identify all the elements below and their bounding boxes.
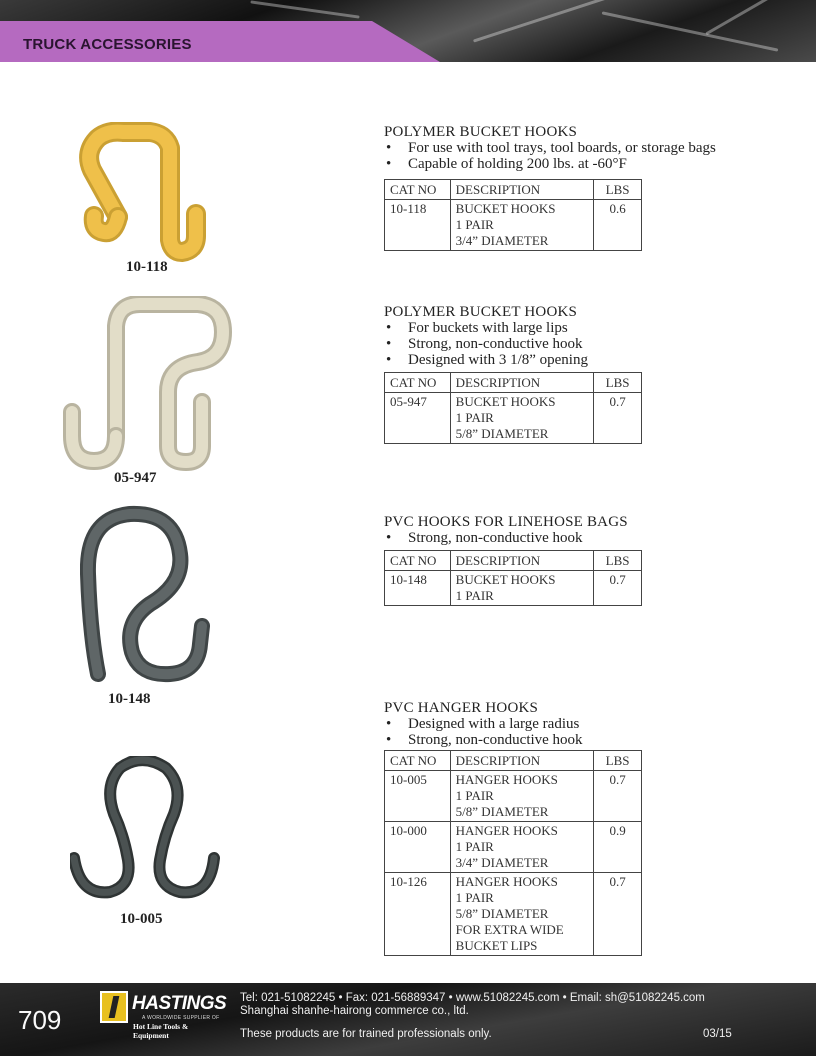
feature-item: • Capable of holding 200 lbs. at -60°F: [384, 156, 744, 172]
dark-hanger-hook-icon: [70, 756, 220, 906]
company-line: Shanghai shanhe-hairong commerce co., ltd.: [240, 1005, 469, 1017]
col-description: DESCRIPTION: [450, 180, 593, 200]
product-title: PVC HOOKS FOR LINEHOSE BAGS: [384, 514, 628, 530]
table-row: [385, 873, 642, 956]
feature-item: • Designed with 3 1/8” opening: [384, 352, 744, 368]
cell-lbs: 0.7: [594, 873, 642, 956]
cell-description: HANGER HOOKS 1 PAIR 5/8” DIAMETER FOR EXTRA WIDE BUCKET LIPS: [450, 873, 593, 956]
cell-description: BUCKET HOOKS 1 PAIR: [450, 571, 593, 606]
section-title: TRUCK ACCESSORIES: [23, 36, 192, 53]
cell-description: BUCKET HOOKS 1 PAIR 3/4” DIAMETER: [450, 200, 593, 251]
col-cat-no: CAT NO: [385, 373, 451, 393]
feature-list: [384, 320, 744, 368]
page-header: [0, 0, 816, 62]
col-cat-no: CAT NO: [385, 751, 451, 771]
table-row: [385, 822, 642, 873]
product-title: POLYMER BUCKET HOOKS: [384, 124, 578, 140]
col-lbs: LBS: [594, 373, 642, 393]
cell-lbs: 0.7: [594, 771, 642, 822]
cell-cat-no: 10-126: [385, 873, 451, 956]
feature-item: • Strong, non-conductive hook: [384, 336, 744, 352]
feature-list: [384, 140, 744, 172]
product-block: [384, 514, 744, 606]
cell-cat-no: 10-148: [385, 571, 451, 606]
product-title: POLYMER BUCKET HOOKS: [384, 304, 578, 320]
feature-list: [384, 530, 744, 546]
date-code: 03/15: [703, 1028, 732, 1040]
feature-item: • Designed with a large radius: [384, 716, 744, 732]
logo-name: HASTINGS: [132, 993, 227, 1014]
product-code-label: 10-005: [120, 911, 163, 927]
table-header-row: [385, 180, 642, 200]
product-code-label: 10-148: [108, 691, 151, 707]
product-block: [384, 124, 744, 251]
cell-description: HANGER HOOKS 1 PAIR 3/4” DIAMETER: [450, 822, 593, 873]
feature-item: • Strong, non-conductive hook: [384, 732, 744, 748]
logo-tagline: A WORLDWIDE SUPPLIER OF: [142, 1015, 220, 1021]
table-row: [385, 771, 642, 822]
product-code-label: 05-947: [114, 470, 157, 486]
cell-cat-no: 10-000: [385, 822, 451, 873]
logo-subtitle: Hot Line Tools & Equipment: [133, 1022, 189, 1040]
cream-bucket-hook-icon: [58, 296, 238, 471]
cell-lbs: 0.7: [594, 571, 642, 606]
cell-cat-no: 10-118: [385, 200, 451, 251]
page-number: 709: [18, 1005, 62, 1035]
gray-pvc-hook-icon: [80, 504, 220, 689]
product-block: [384, 700, 744, 956]
product-code-label: 10-118: [126, 259, 168, 275]
table-row: [385, 200, 642, 251]
table-row: [385, 393, 642, 444]
col-description: DESCRIPTION: [450, 751, 593, 771]
table-row: [385, 571, 642, 606]
hastings-logo-icon: [100, 991, 128, 1023]
col-lbs: LBS: [594, 551, 642, 571]
cell-lbs: 0.7: [594, 393, 642, 444]
spec-table: [384, 550, 642, 606]
col-lbs: LBS: [594, 751, 642, 771]
feature-item: • Strong, non-conductive hook: [384, 530, 744, 546]
col-cat-no: CAT NO: [385, 180, 451, 200]
yellow-bucket-hook-icon: [78, 122, 218, 262]
col-lbs: LBS: [594, 180, 642, 200]
cell-lbs: 0.9: [594, 822, 642, 873]
page-footer: [0, 983, 816, 1056]
col-cat-no: CAT NO: [385, 551, 451, 571]
col-description: DESCRIPTION: [450, 373, 593, 393]
table-header-row: [385, 373, 642, 393]
table-header-row: [385, 751, 642, 771]
spec-table: [384, 179, 642, 251]
cell-cat-no: 05-947: [385, 393, 451, 444]
cell-description: HANGER HOOKS 1 PAIR 5/8” DIAMETER: [450, 771, 593, 822]
spec-table: [384, 750, 642, 956]
product-block: [384, 304, 744, 444]
contact-line: Tel: 021-51082245 • Fax: 021-56889347 • www.51082245.com • Email: sh@51082245.com: [240, 992, 705, 1004]
contact-info: [240, 992, 705, 1018]
disclaimer: These products are for trained professionals only.: [240, 1028, 492, 1040]
table-header-row: [385, 551, 642, 571]
spec-table: [384, 372, 642, 444]
hastings-logo: [100, 991, 227, 1040]
col-description: DESCRIPTION: [450, 551, 593, 571]
product-title: PVC HANGER HOOKS: [384, 700, 539, 716]
feature-item: • For buckets with large lips: [384, 320, 744, 336]
cell-lbs: 0.6: [594, 200, 642, 251]
feature-item: • For use with tool trays, tool boards, or storage bags: [384, 140, 744, 156]
feature-list: [384, 716, 744, 748]
cell-description: BUCKET HOOKS 1 PAIR 5/8” DIAMETER: [450, 393, 593, 444]
cell-cat-no: 10-005: [385, 771, 451, 822]
